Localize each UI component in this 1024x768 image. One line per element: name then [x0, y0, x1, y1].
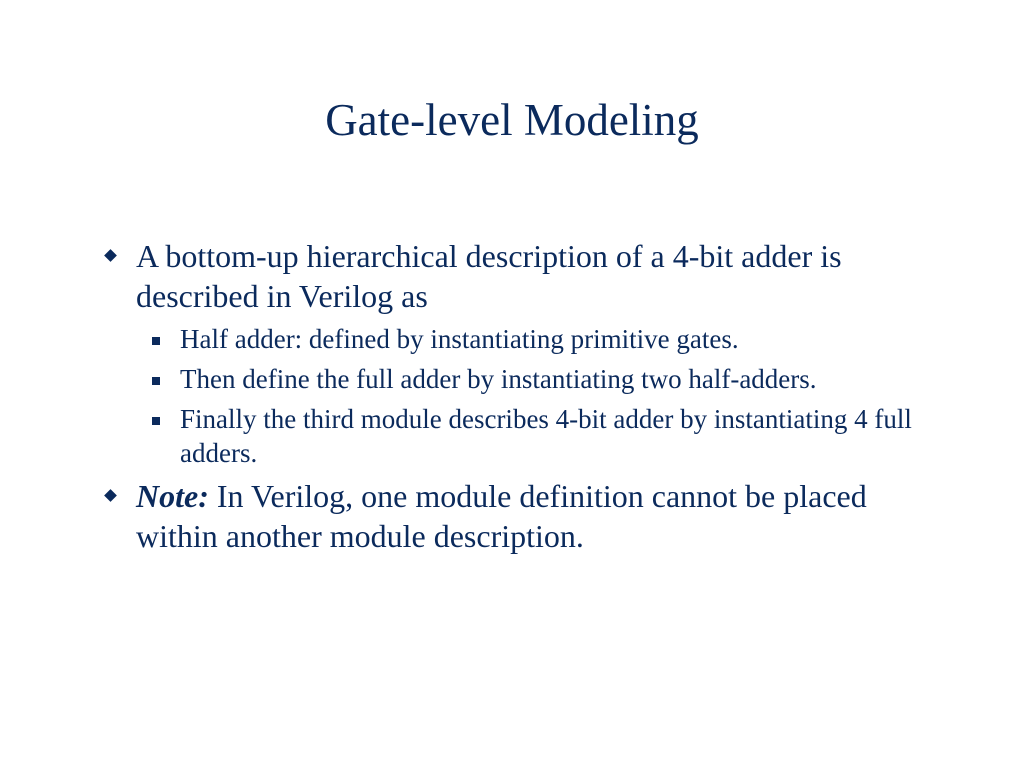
- bullet-text: In Verilog, one module definition cannot be placed within another module description.: [136, 478, 867, 554]
- slide-title: Gate-level Modeling: [325, 95, 699, 145]
- sub-bullet-text: Then define the full adder by instantiating two half-adders.: [180, 364, 817, 394]
- slide-content: [96, 236, 956, 556]
- bullet-item-note: [96, 476, 956, 556]
- sub-bullet-item: [96, 402, 956, 470]
- square-bullet-icon: [152, 337, 160, 345]
- sub-bullet-item: [96, 362, 956, 396]
- diamond-bullet-icon: [104, 489, 117, 502]
- sub-bullet-text: Finally the third module describes 4-bit adder by instantiating 4 full adders.: [180, 404, 912, 468]
- square-bullet-icon: [152, 377, 160, 385]
- bullet-item: [96, 236, 956, 316]
- bullet-text: A bottom-up hierarchical description of a 4-bit adder is described in Verilog as: [136, 238, 842, 314]
- square-bullet-icon: [152, 417, 160, 425]
- note-label: Note:: [136, 478, 209, 514]
- sub-bullet-item: [96, 322, 956, 356]
- sub-bullet-text: Half adder: defined by instantiating primitive gates.: [180, 324, 739, 354]
- diamond-bullet-icon: [104, 249, 117, 262]
